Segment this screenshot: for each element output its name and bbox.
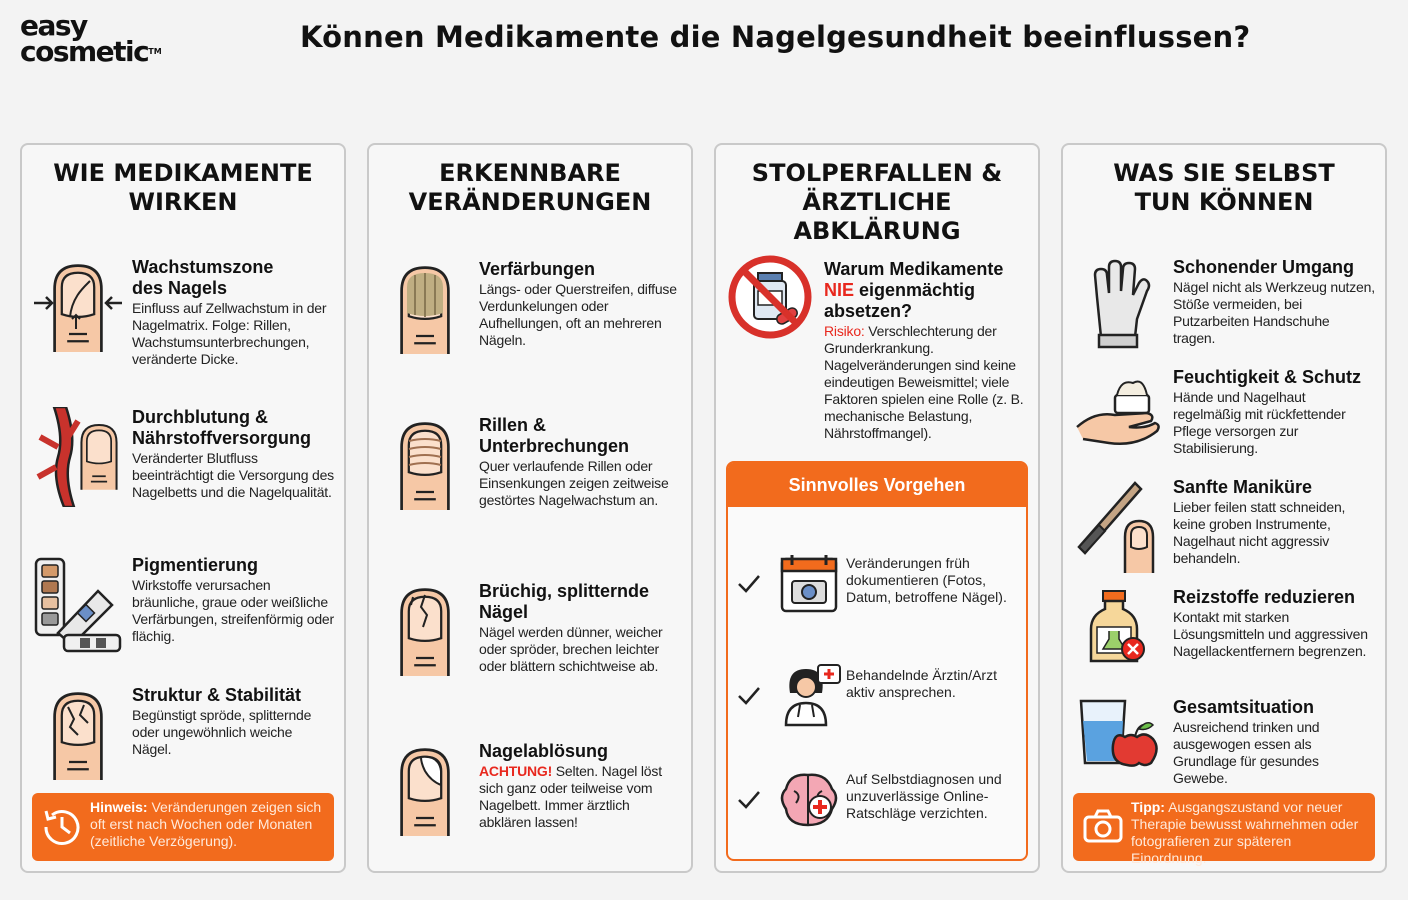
- item-text: Längs- oder Querstreifen, diffuse Verdunkelungen oder Aufhellungen, oft an mehreren Nägeln.: [479, 281, 677, 348]
- doctor-icon: [776, 663, 842, 729]
- risk-label: Risiko:: [824, 323, 865, 339]
- item-text: Quer verlaufende Rillen oder Einsenkungen zeigen zeitweise gestörtes Nagelwachstum an.: [479, 458, 669, 508]
- item-text: Nägel werden dünner, weicher oder spröder, brechen leichter oder blättern schichtweise ab.: [479, 624, 663, 674]
- item-heading: Struktur & Stabilität: [132, 685, 302, 705]
- color-palette-icon: [34, 555, 122, 655]
- list-item: [736, 767, 1020, 847]
- list-item: [736, 551, 1020, 631]
- item-heading: Sanfte Maniküre: [1173, 477, 1313, 497]
- clock-icon: [40, 805, 84, 849]
- procedure-box-title: Sinnvolles Vorgehen: [728, 463, 1026, 507]
- logo-line-2-text: cosmetic: [20, 35, 149, 68]
- step-text: Behandelnde Ärztin/Arzt aktiv ansprechen.: [846, 667, 997, 700]
- tip-note: [1073, 793, 1375, 866]
- ridged-nail-icon: [381, 415, 469, 515]
- step-text: Veränderungen früh dokumentieren (Fotos, Datum, betroffene Nägel).: [846, 555, 1007, 605]
- check-icon: [736, 787, 762, 813]
- risk-text-body: Verschlechterung der Grunderkrankung.: [824, 323, 997, 356]
- warning-block: [824, 259, 1030, 442]
- check-icon: [736, 571, 762, 597]
- discolored-nail-icon: [381, 259, 469, 359]
- column-visible-changes: [367, 143, 693, 873]
- item-text-body: Selten. Nagel löst sich ganz oder teilweise vom Nagelbett. Immer ärztlich abklären lassen!: [479, 763, 662, 830]
- note-text: Veränderungen zeigen sich oft erst nach Wochen oder Monaten (zeitliche Verzögerung).: [90, 799, 322, 849]
- risk-text: [824, 323, 1030, 357]
- item-heading: Reizstoffe reduzieren: [1173, 587, 1356, 607]
- item-text: Begünstigt spröde, splitternde oder ungewöhnlich weiche Nägel.: [132, 707, 312, 757]
- note-label: Hinweis:: [90, 799, 148, 815]
- page-title: Können Medikamente die Nagelgesundheit beeinflussen?: [300, 20, 1251, 54]
- column-title: [369, 159, 691, 217]
- column-pitfalls: [714, 143, 1040, 873]
- column-medication-effects: [20, 143, 346, 873]
- nail-growth-icon: [34, 257, 122, 357]
- hint-note: [32, 793, 334, 861]
- item-text: Einfluss auf Zellwachstum in der Nagelmatrix. Folge: Rillen, Wachstumsunterbrechungen, veränderte Dicke.: [132, 300, 327, 367]
- column-title-line-1: ERKENNBARE: [439, 159, 621, 187]
- no-medication-icon: [726, 253, 814, 341]
- note-label: Tipp:: [1131, 799, 1165, 815]
- warning-label: ACHTUNG!: [479, 763, 553, 779]
- list-item: [736, 663, 1020, 743]
- warning-text: Nagelveränderungen sind keine eindeutigen Beweismittel; viele Faktoren spielen eine Rolle (z. B. mechanische Belastung, Nährstoffmangel).: [824, 357, 1024, 441]
- camera-calendar-icon: [776, 551, 842, 617]
- cracked-nail-icon: [34, 685, 122, 785]
- item-heading: Schonender Umgang: [1173, 257, 1355, 277]
- item-text: Hände und Nagelhaut regelmäßig mit rückfettender Pflege versorgen zur Stabilisierung.: [1173, 389, 1346, 456]
- nail-file-icon: [1075, 477, 1163, 577]
- item-text: Nägel nicht als Werkzeug nutzen, Stöße vermeiden, bei Putzarbeiten Handschuhe tragen.: [1173, 279, 1375, 346]
- item-heading: Pigmentierung: [132, 555, 259, 575]
- item-heading: Verfärbungen: [479, 259, 596, 279]
- column-title-line-2: VERÄNDERUNGEN: [408, 188, 652, 216]
- column-title-line-1: WAS SIE SELBST: [1113, 159, 1335, 187]
- glove-icon: [1075, 257, 1163, 357]
- column-title-line-2: TUN KÖNNEN: [1134, 188, 1314, 216]
- column-title-line-1: WIE MEDIKAMENTE: [53, 159, 313, 187]
- column-title: [22, 159, 344, 217]
- split-nail-icon: [381, 581, 469, 681]
- procedure-box: [726, 461, 1028, 861]
- item-text: Lieber feilen statt schneiden, keine groben Instrumente, Nagelhaut nicht aggressiv behandeln.: [1173, 499, 1346, 566]
- item-text: Wirkstoffe verursachen bräunliche, graue oder weißliche Verfärbungen, streifenförmig oder flächig.: [132, 577, 334, 644]
- blood-vessel-icon: [34, 407, 122, 507]
- item-heading: Feuchtigkeit & Schutz: [1173, 367, 1362, 387]
- item-text: Veränderter Blutfluss beeinträchtigt die Versorgung des Nagelbetts und die Nagelqualität.: [132, 450, 334, 500]
- chemical-bottle-icon: [1075, 587, 1163, 687]
- column-self-care: [1061, 143, 1387, 873]
- brain-icon: [776, 767, 842, 833]
- warning-heading-b: eigenmächtig absetzen?: [824, 280, 976, 321]
- check-icon: [736, 683, 762, 709]
- item-heading: Durchblutung & Nährstoffversorgung: [132, 407, 312, 448]
- column-title-line-2: WIRKEN: [128, 188, 238, 216]
- item-heading: Rillen & Unterbrechungen: [479, 415, 630, 456]
- item-text: [479, 763, 681, 831]
- item-heading: Brüchig, splitternde Nägel: [479, 581, 650, 622]
- water-apple-icon: [1075, 697, 1163, 797]
- logo-line-1: easy: [20, 9, 87, 42]
- cream-hand-icon: [1075, 367, 1163, 467]
- warning-heading-red: NIE: [824, 280, 855, 300]
- column-title-line-2: ÄRZTLICHE ABKLÄRUNG: [793, 188, 961, 245]
- warning-heading: [824, 259, 1030, 322]
- column-title: [716, 159, 1038, 246]
- item-text: Kontakt mit starken Lösungsmitteln und aggressiven Nagellackentfernern begrenzen.: [1173, 609, 1368, 659]
- camera-icon: [1081, 805, 1125, 849]
- column-title-line-1: STOLPERFALLEN &: [751, 159, 1003, 187]
- item-heading: Gesamtsituation: [1173, 697, 1315, 717]
- easycosmetic-logo: [20, 9, 180, 70]
- step-text: Auf Selbstdiagnosen und unzuverlässige Online-Ratschläge verzichten.: [846, 771, 1002, 821]
- logo-tm: TM: [148, 47, 162, 56]
- item-heading: Wachstumszone des Nagels: [132, 257, 274, 298]
- warning-heading-a: Warum Medikamente: [824, 259, 1004, 279]
- item-heading: Nagelablösung: [479, 741, 609, 761]
- item-text: Ausreichend trinken und ausgewogen essen als Grundlage für gesundes Gewebe.: [1173, 719, 1320, 786]
- logo-line-2: [20, 35, 180, 68]
- note-text: Ausgangszustand vor neuer Therapie bewusst wahrnehmen oder fotografieren zur späteren Einordnung.: [1131, 799, 1359, 866]
- detached-nail-icon: [381, 741, 469, 841]
- column-title: [1063, 159, 1385, 217]
